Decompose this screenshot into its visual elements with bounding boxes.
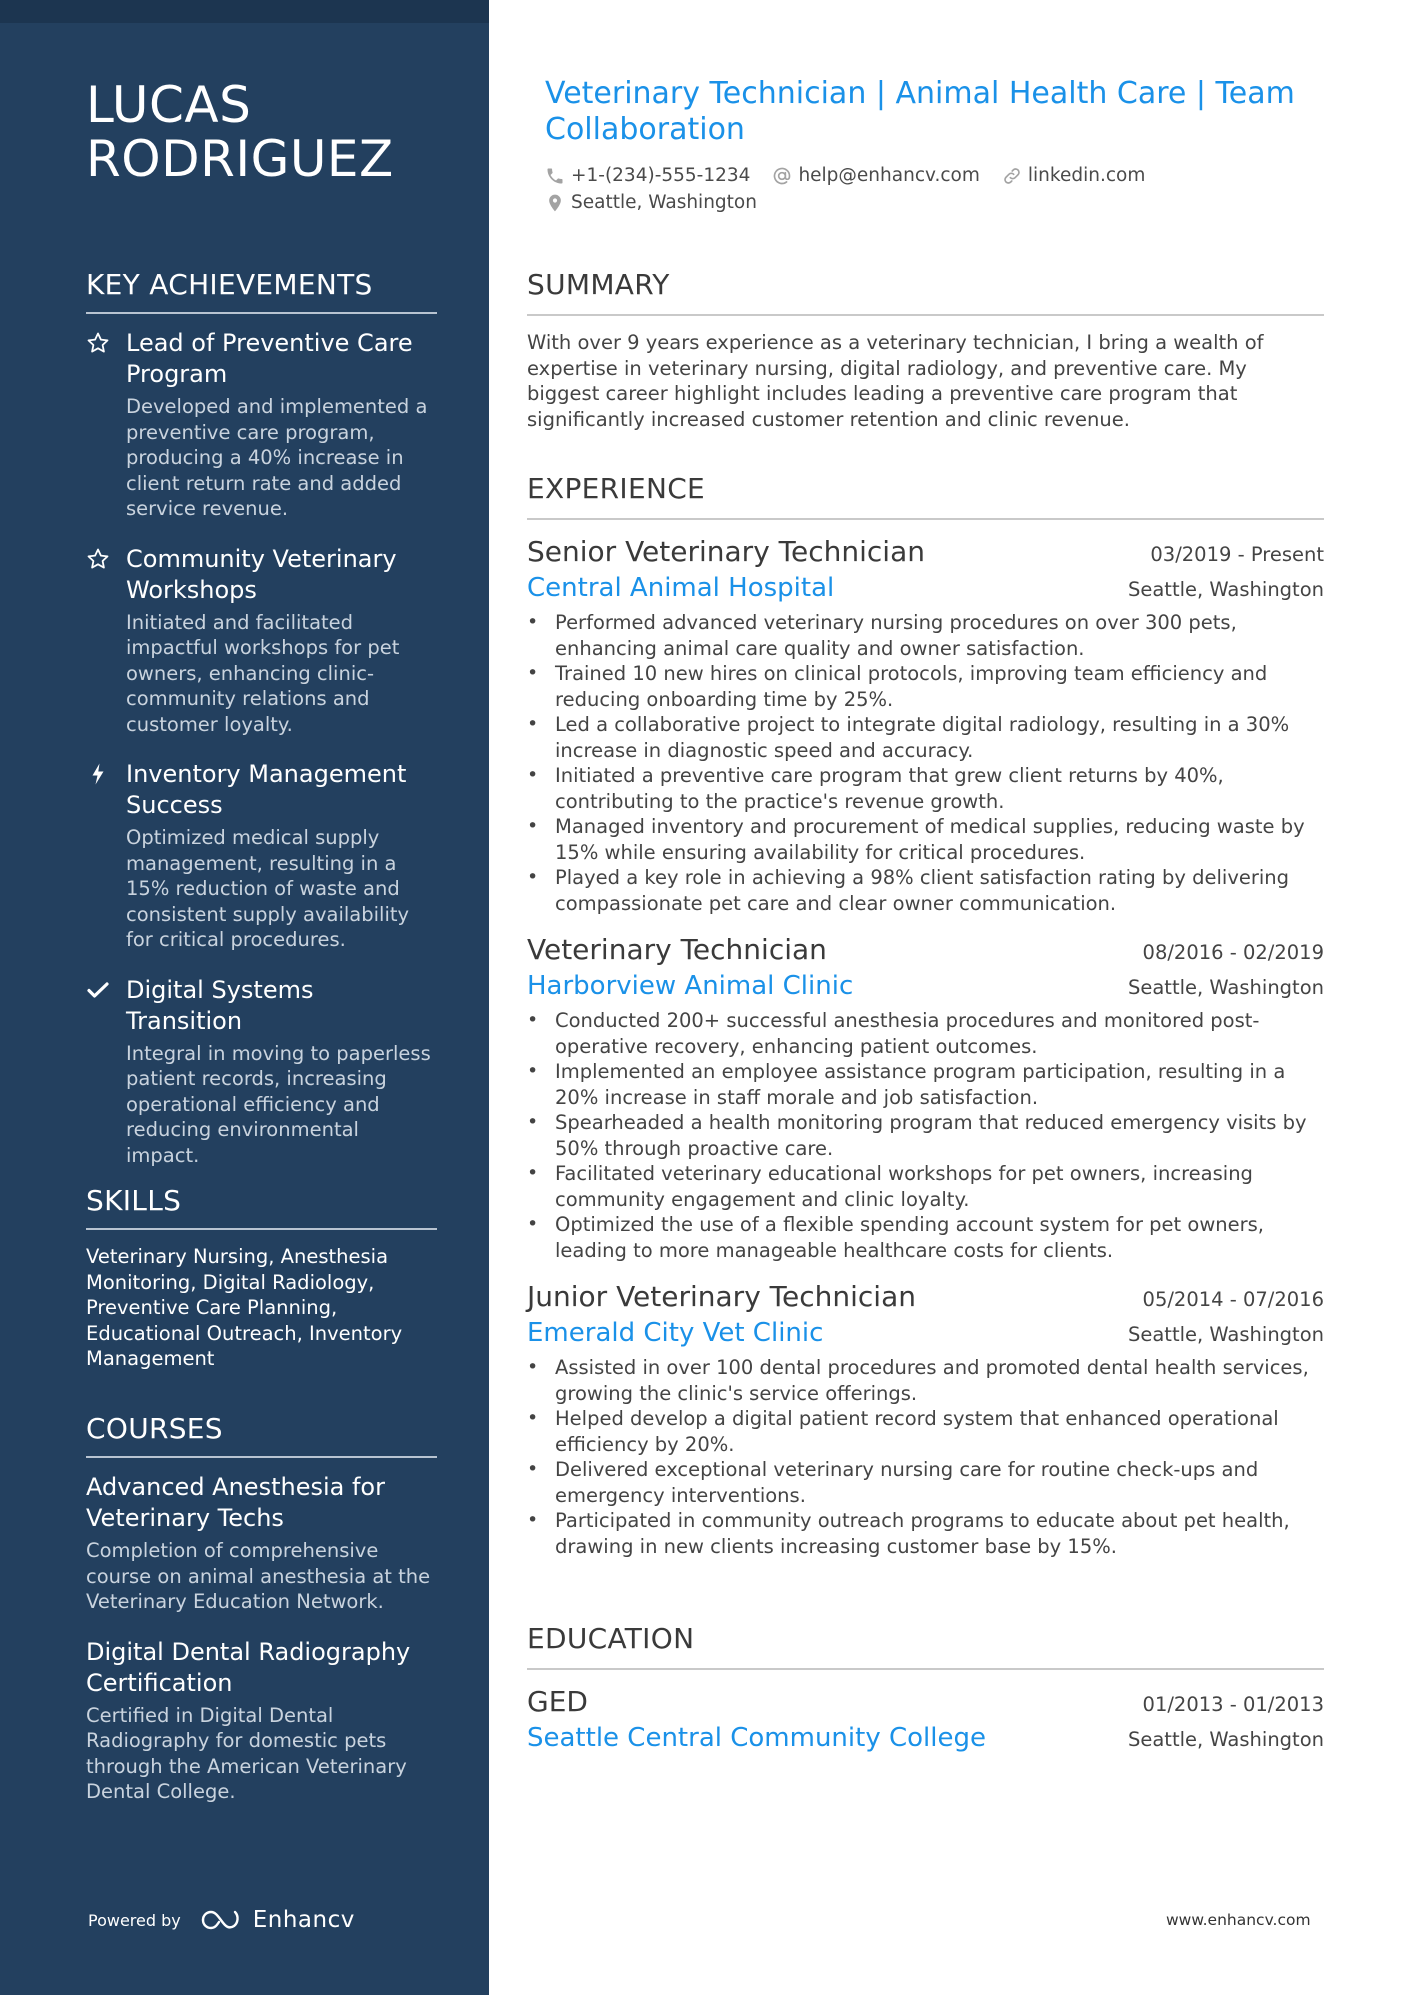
job-bullet: • Facilitated veterinary educational workshops for pet owners, increasing community engagement and clinic loyalty.	[527, 1161, 1324, 1212]
job-bullet: • Managed inventory and procurement of medical supplies, reducing waste by 15% while ensuring availability for critical procedures.	[527, 814, 1324, 865]
skills-heading: SKILLS	[86, 1184, 437, 1230]
contact-email[interactable]	[772, 165, 979, 186]
job-entry	[527, 1279, 1324, 1559]
powered-by-label: Powered by	[88, 1910, 181, 1930]
job-bullet: • Assisted in over 100 dental procedures and promoted dental health services, growing the clinic's service offerings.	[527, 1355, 1324, 1406]
job-location: Seattle, Washington	[1127, 976, 1324, 999]
company-name: Emerald City Vet Clinic	[527, 1318, 824, 1348]
skills-section	[86, 1184, 437, 1372]
achievement-item	[86, 544, 437, 738]
achievement-item	[86, 759, 437, 953]
achievement-title: Digital Systems Transition	[126, 975, 314, 1035]
sidebar-top-band	[0, 0, 489, 23]
achievement-title: Lead of Preventive Care Program	[126, 329, 413, 388]
headline: Veterinary Technician | Animal Health Care | Team Collaboration	[545, 76, 1295, 147]
brand-name: Enhancv	[252, 1907, 355, 1933]
education-location: Seattle, Washington	[1127, 1728, 1324, 1751]
job-dates: 08/2016 - 02/2019	[1142, 941, 1324, 964]
school-name: Seattle Central Community College	[527, 1723, 986, 1753]
courses-heading: COURSES	[86, 1412, 437, 1458]
company-name: Central Animal Hospital	[527, 573, 835, 603]
skills-list: Veterinary Nursing, Anesthesia Monitoring, Digital Radiology, Preventive Care Planning, Educational Outreach, Inventory Management	[86, 1245, 403, 1370]
job-bullet: • Trained 10 new hires on clinical protocols, improving team efficiency and reducing onboarding time by 25%.	[527, 661, 1324, 712]
course-description: Certified in Digital Dental Radiography for domestic pets through the American Veterinary Dental College.	[86, 1703, 407, 1803]
job-entry	[527, 932, 1324, 1263]
phone-icon	[545, 166, 565, 186]
job-entry	[527, 534, 1324, 916]
course-item	[86, 1637, 437, 1805]
job-bullet: • Implemented an employee assistance program participation, resulting in a 20% increase in staff morale and job satisfaction.	[527, 1059, 1324, 1110]
course-title: Digital Dental Radiography Certification	[86, 1637, 411, 1697]
experience-section	[527, 472, 1324, 1575]
course-item	[86, 1472, 437, 1615]
courses-section	[86, 1412, 437, 1827]
achievement-description: Optimized medical supply management, resulting in a 15% reduction of waste and consistent supply availability for critical procedures.	[126, 826, 410, 951]
contact-location	[545, 192, 757, 213]
summary-section	[527, 268, 1324, 432]
contact-row	[545, 165, 1145, 186]
job-dates: 03/2019 - Present	[1150, 543, 1324, 566]
phone-number: +1-(234)-555-1234	[571, 165, 751, 186]
job-bullets	[527, 1008, 1324, 1263]
first-name: LUCAS	[86, 76, 252, 134]
star-icon	[86, 331, 110, 355]
linkedin-url: linkedin.com	[1027, 165, 1146, 186]
job-dates: 05/2014 - 07/2016	[1142, 1288, 1324, 1311]
experience-heading: EXPERIENCE	[527, 472, 1324, 520]
job-title: Senior Veterinary Technician	[527, 535, 925, 568]
job-location: Seattle, Washington	[1127, 1323, 1324, 1346]
job-bullets	[527, 1355, 1324, 1559]
last-name: RODRIGUEZ	[86, 130, 394, 188]
contact-linkedin[interactable]	[1002, 165, 1145, 186]
enhancv-logo-icon	[199, 1907, 245, 1933]
star-icon	[86, 547, 110, 571]
course-description: Completion of comprehensive course on animal anesthesia at the Veterinary Education Network.	[86, 1539, 431, 1613]
job-title: Junior Veterinary Technician	[527, 1280, 916, 1313]
job-bullet: • Helped develop a digital patient record system that enhanced operational efficiency by 20%.	[527, 1406, 1324, 1457]
job-bullet: • Participated in community outreach programs to educate about pet health, drawing in new clients increasing customer base by 15%.	[527, 1508, 1324, 1559]
job-bullet: • Led a collaborative project to integrate digital radiology, resulting in a 30% increase in diagnostic speed and accuracy.	[527, 712, 1324, 763]
contact-row-location	[545, 192, 757, 213]
sidebar	[0, 0, 489, 1995]
footer-url[interactable]: www.enhancv.com	[1166, 1911, 1311, 1929]
location-pin-icon	[545, 193, 565, 213]
achievement-description: Integral in moving to paperless patient records, increasing operational efficiency and reducing environmental impact.	[126, 1041, 431, 1167]
link-icon	[1002, 166, 1022, 186]
contact-phone	[545, 165, 750, 186]
job-bullets	[527, 610, 1324, 916]
job-title: Veterinary Technician	[527, 933, 827, 966]
achievement-item	[86, 328, 437, 522]
job-location: Seattle, Washington	[1127, 578, 1324, 601]
job-bullet: • Initiated a preventive care program that grew client returns by 40%, contributing to the practice's revenue growth.	[527, 763, 1324, 814]
education-heading: EDUCATION	[527, 1622, 1324, 1670]
lightning-icon	[86, 762, 110, 786]
job-bullet: • Played a key role in achieving a 98% client satisfaction rating by delivering compassionate pet care and clear owner communication.	[527, 865, 1324, 916]
at-sign-icon	[772, 166, 792, 186]
key-achievements-section	[86, 268, 437, 1190]
checkmark-icon	[86, 978, 110, 1002]
summary-heading: SUMMARY	[527, 268, 1324, 316]
company-name: Harborview Animal Clinic	[527, 971, 854, 1001]
course-title: Advanced Anesthesia for Veterinary Techs	[86, 1473, 385, 1532]
job-bullet: • Delivered exceptional veterinary nursing care for routine check-ups and emergency interventions.	[527, 1457, 1324, 1508]
powered-by	[88, 1905, 355, 1935]
achievement-item	[86, 975, 437, 1169]
education-section	[527, 1622, 1324, 1756]
education-dates: 01/2013 - 01/2013	[1142, 1693, 1324, 1716]
achievement-title: Community Veterinary Workshops	[126, 544, 397, 604]
email-address: help@enhancv.com	[798, 165, 980, 186]
achievement-title: Inventory Management Success	[126, 760, 407, 819]
job-bullet: • Performed advanced veterinary nursing procedures on over 300 pets, enhancing animal care quality and owner satisfaction.	[527, 610, 1324, 661]
job-bullet: • Optimized the use of a flexible spending account system for pet owners, leading to more manageable healthcare costs for clients.	[527, 1212, 1324, 1263]
job-bullet: • Spearheaded a health monitoring program that reduced emergency visits by 50% through proactive care.	[527, 1110, 1324, 1161]
job-bullet: • Conducted 200+ successful anesthesia procedures and monitored post-operative recovery, enhancing patient outcomes.	[527, 1008, 1324, 1059]
degree: GED	[527, 1685, 588, 1718]
brand-logo[interactable]	[199, 1907, 355, 1933]
achievement-description: Developed and implemented a preventive care program, producing a 40% increase in client return rate and added service revenue.	[126, 395, 428, 520]
key-achievements-heading: KEY ACHIEVEMENTS	[86, 268, 437, 314]
location-text: Seattle, Washington	[571, 192, 757, 213]
achievement-description: Initiated and facilitated impactful workshops for pet owners, enhancing clinic-community relations and customer loyalty.	[126, 610, 400, 736]
candidate-name	[86, 78, 446, 186]
summary-text: With over 9 years experience as a veterinary technician, I bring a wealth of expertise in veterinary nursing, digital radiology, and preventive care. My biggest career highlight includes leading a preventive care program that significantly increased customer retention and clinic revenue.	[527, 331, 1264, 431]
